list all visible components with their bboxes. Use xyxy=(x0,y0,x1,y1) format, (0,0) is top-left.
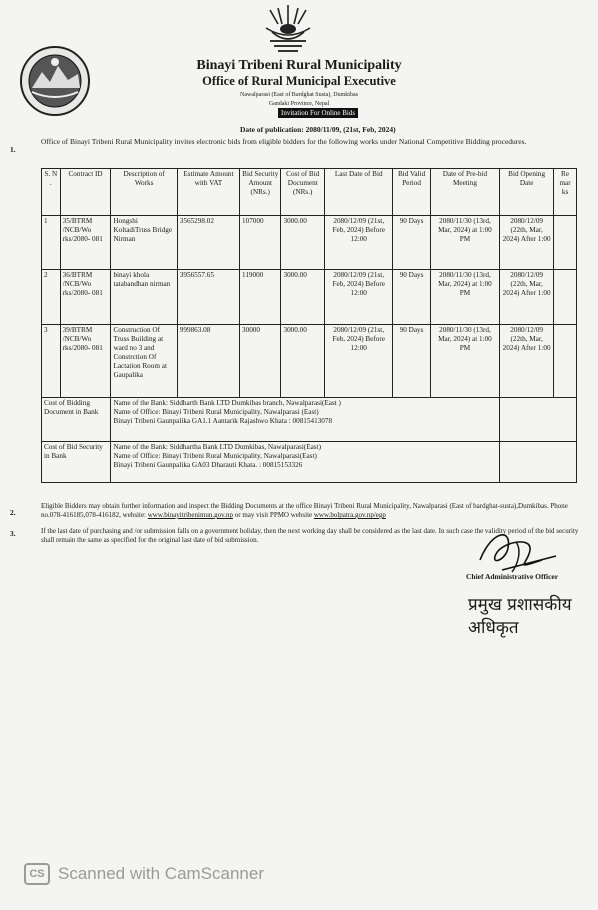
officer-title: Chief Administrative Officer xyxy=(466,572,559,581)
column-header: Contract ID xyxy=(60,169,111,216)
note-text: or may visit PPMO website xyxy=(234,511,313,519)
province-line: Gandaki Province, Nepal xyxy=(268,101,330,107)
table-cell: 90 Days xyxy=(393,270,430,325)
camscanner-watermark xyxy=(24,863,264,885)
table-cell: Hongshi KoltadiTruss Bridge Nirman xyxy=(111,216,177,270)
bids-table xyxy=(41,168,577,483)
column-header: Estimate Amount with VAT xyxy=(177,169,239,216)
column-header: Bid Security Amount (NRs.) xyxy=(240,169,281,216)
note-holiday: If the last date of purchasing and /or submission falls on a government holiday, then the next working day shall be considered as the last date. In such case the validity period of the bid security shall remain the same as specified for the original last date of bid submission. xyxy=(41,527,579,544)
table-cell: Construction Of Truss Building at ward no 3 and Constrction Of Lactation Room at Gaupalika xyxy=(111,325,177,398)
table-cell: 36/BTRM /NCB/Wo rks/2080- 081 xyxy=(60,270,111,325)
column-header: Re mar ks xyxy=(554,169,577,216)
bank-info-row xyxy=(42,442,577,483)
table-cell: 35/BTRM /NCB/Wo rks/2080- 081 xyxy=(60,216,111,270)
table-cell: 3565298.02 xyxy=(177,216,239,270)
municipality-website-link[interactable]: www.binayitribenimun.gov.np xyxy=(147,511,233,519)
bank-info-line: Binayi Tribeni Gaunpalika GA03 Dharauti Khata. : 00815153326 xyxy=(113,461,303,469)
table-cell: 3000.00 xyxy=(281,216,325,270)
table-cell xyxy=(500,398,577,442)
officer-title-nepali: प्रमुख प्रशासकीय अधिकृत xyxy=(468,595,572,638)
table-cell: 30000 xyxy=(240,325,281,398)
table-cell: 999863.08 xyxy=(177,325,239,398)
national-emblem-icon xyxy=(248,2,328,60)
table-cell: 3000.00 xyxy=(281,325,325,398)
bank-info-line: Name of Office: Binayi Tribeni Rural Municipality, Nawalparasi(East) xyxy=(113,452,317,460)
bank-info-line: Name of Office: Binayi Tribeni Rural Municipality, Nawalparasi (East) xyxy=(113,408,319,416)
bank-info-details xyxy=(111,442,500,483)
column-header: Bid Opening Date xyxy=(500,169,554,216)
table-cell: 39/BTRM /NCB/Wo rks/2080- 081 xyxy=(60,325,111,398)
note-text: Eligible Bidders may obtain further information and inspect the Bidding Documents at the office Binayi Tribeni Rural Municipality, Nawalparasi (East of bardghat-susta),Dumkibas. Phone no.078-416185,078-416182, website: xyxy=(41,502,568,519)
bank-info-label: Cost of Bidding Document in Bank xyxy=(42,398,111,442)
column-header: Bid Valid Period xyxy=(393,169,430,216)
table-cell xyxy=(500,442,577,483)
invitation-paragraph: Office of Binayi Tribeni Rural Municipality invites electronic bids from eligible bidders for the following works under National Competitive Bidding procedures. xyxy=(41,137,527,146)
table-cell: 90 Days xyxy=(393,325,430,398)
bank-info-row xyxy=(42,398,577,442)
table-cell: 1 xyxy=(42,216,61,270)
ppmo-website-link[interactable]: www.bolpatra.gov.np/egp xyxy=(313,511,386,519)
table-cell: 2080/12/09 (21st, Feb, 2024) Before 12:00 xyxy=(325,270,393,325)
bank-info-details xyxy=(111,398,500,442)
table-cell: 2080/12/09 (22th, Mar, 2024) After 1:00 xyxy=(500,270,554,325)
paragraph-number: 1. xyxy=(10,145,16,154)
table-header-row xyxy=(42,169,577,216)
notice-title: Invitation For Online Bids xyxy=(278,108,358,118)
signature-icon xyxy=(472,520,562,578)
table-cell: 2 xyxy=(42,270,61,325)
table-cell: 2080/12/09 (21st, Feb, 2024) Before 12:00 xyxy=(325,216,393,270)
table-cell: 90 Days xyxy=(393,216,430,270)
column-header: Description of Works xyxy=(111,169,177,216)
table-row xyxy=(42,216,577,270)
table-cell: 2080/12/09 (22th, Mar, 2024) After 1:00 xyxy=(500,216,554,270)
camscanner-logo-icon: CS xyxy=(24,863,50,885)
note-number: 3. xyxy=(10,529,16,538)
table-cell: 3000.00 xyxy=(281,270,325,325)
note-number: 2. xyxy=(10,508,16,517)
table-cell: 2080/12/09 (22th, Mar, 2024) After 1:00 xyxy=(500,325,554,398)
table-cell: 2080/11/30 (13rd, Mar, 2024) at 1:00 PM xyxy=(430,325,499,398)
table-cell: 119000 xyxy=(240,270,281,325)
bank-info-line: Name of the Bank: Siddhartha Bank LTD Dumkibas, Nawalparasi(East) xyxy=(113,443,321,451)
office-address: Nawalparasi (East of Bardghat Susta), Dumkibas xyxy=(240,92,358,98)
table-row xyxy=(42,270,577,325)
table-cell xyxy=(554,270,577,325)
column-header: Date of Pre-bid Meeting xyxy=(430,169,499,216)
table-cell: 2080/11/30 (13rd, Mar, 2024) at 1:00 PM xyxy=(430,270,499,325)
table-cell xyxy=(554,325,577,398)
publication-date: Date of publication: 2080/11/09, (21st, Feb, 2024) xyxy=(240,125,396,134)
municipality-name: Binayi Tribeni Rural Municipality xyxy=(196,58,402,73)
table-cell: 3 xyxy=(42,325,61,398)
table-cell: 2080/12/09 (21st, Feb, 2024) Before 12:00 xyxy=(325,325,393,398)
table-cell: 107000 xyxy=(240,216,281,270)
table-cell xyxy=(554,216,577,270)
bank-info-label: Cost of Bid Security in Bank xyxy=(42,442,111,483)
note-further-info xyxy=(41,502,586,520)
bank-info-line: Name of the Bank: Siddharth Bank LTD Dumkibas branch, Nawalparasi(East ) xyxy=(113,399,341,407)
column-header: Last Date of Bid xyxy=(325,169,393,216)
column-header: S. N . xyxy=(42,169,61,216)
bank-info-line: Binayi Tribeni Gaunpalika GA1.1 Aantarik Rajashwo Khata : 00815413078 xyxy=(113,417,333,425)
table-cell: 2080/11/30 (13rd, Mar, 2024) at 1:00 PM xyxy=(430,216,499,270)
table-row xyxy=(42,325,577,398)
watermark-text: Scanned with CamScanner xyxy=(58,864,265,883)
table-cell: binayi khola tatabandhan nirman xyxy=(111,270,177,325)
table-cell: 3956557.65 xyxy=(177,270,239,325)
column-header: Cost of Bid Document (NRs.) xyxy=(281,169,325,216)
office-name: Office of Rural Municipal Executive xyxy=(202,74,396,88)
